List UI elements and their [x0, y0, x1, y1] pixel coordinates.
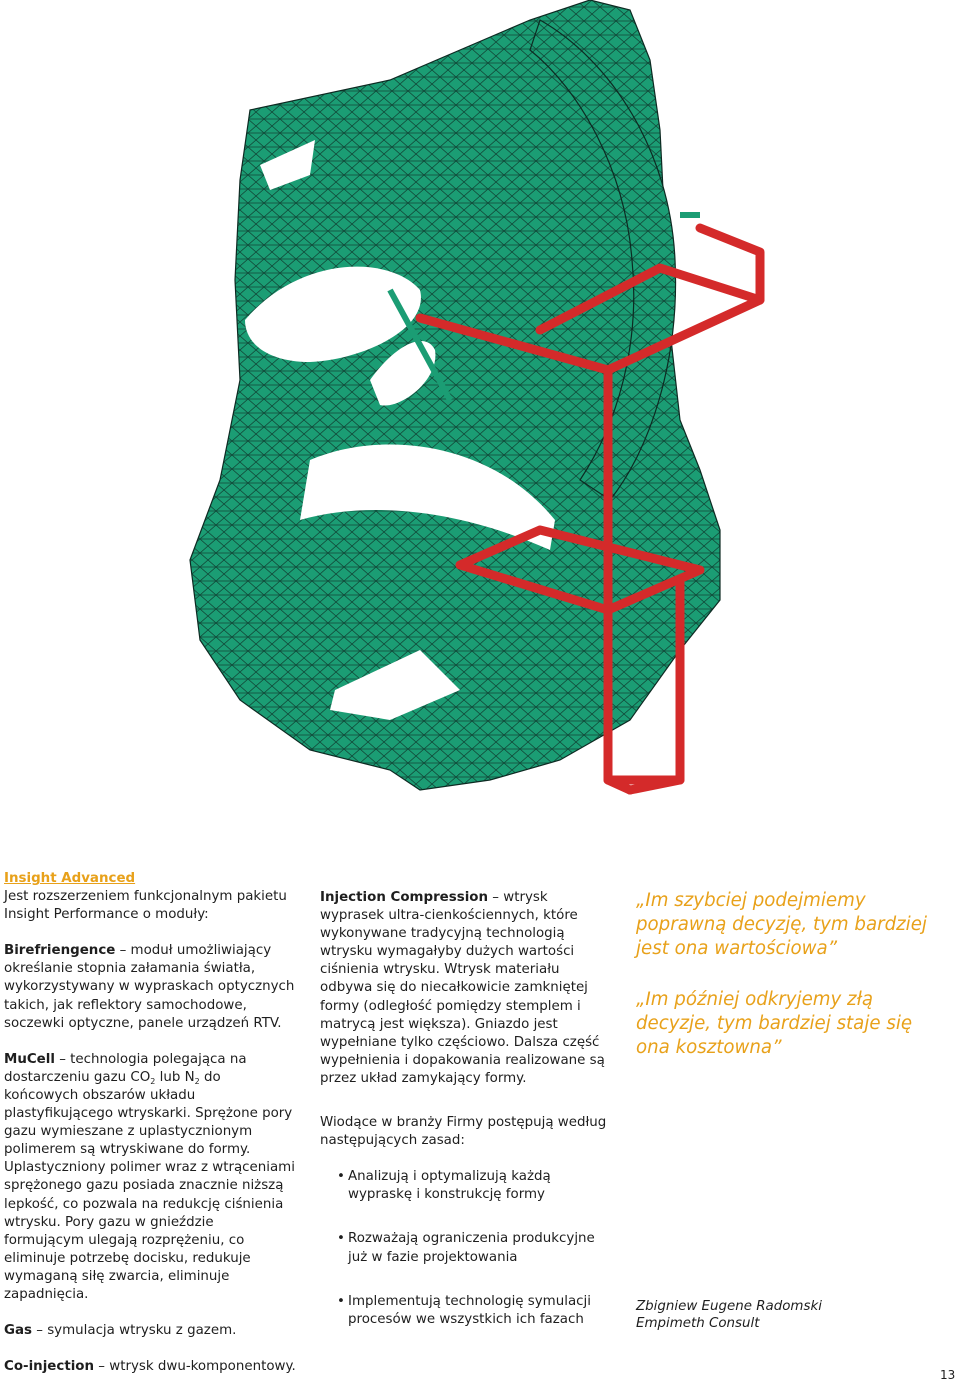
intro-paragraph: Jest rozszerzeniem funkcjonalnym pakietu Insight Performance o moduły:	[4, 889, 287, 923]
list-item: • Analizują i optymalizują każdą wypraskę i konstrukcję formy	[337, 1169, 551, 1203]
column-middle	[320, 889, 610, 1355]
section-title: Insight Advanced	[4, 871, 136, 886]
coinjection-paragraph	[4, 1358, 296, 1376]
page-number: 13	[940, 1368, 956, 1382]
quote-2: „Im później odkryjemy złą decyzje, tym bardziej staje się ona kosztowna”	[636, 988, 913, 1059]
bullet-icon: •	[337, 1231, 345, 1247]
coinjection-text: – wtrysk dwu-komponentowy.	[94, 1359, 296, 1375]
mucell-text-3: do końcowych obszarów układu plastyfikującego wtryskarki. Sprężone pory gazu wymieszane z uplastycznionym polimerem są wtryskiwane do formy. Uplastyczniony polimer wraz z wtrąceniami sprężonego gazu posiada znacznie niższą lepkość, co pozwala na redukcję ciśnienia wtrysku. Pory gazu w gnieździe formującym ulegają rozprężeniu, co eliminuje potrzebę docisku, redukuje wymaganą siłę zwarcia, eliminuje zapadnięcia.	[4, 1069, 295, 1302]
bullet-icon: •	[337, 1293, 345, 1309]
quote-1: „Im szybciej podejmiemy poprawną decyzję, tym bardziej jest ona wartościowa”	[636, 890, 927, 960]
list-item: • Implementują technologię symulacji procesów we wszystkich ich fazach	[337, 1293, 591, 1327]
injection-compression-paragraph	[320, 889, 610, 1088]
mucell-paragraph	[4, 1051, 296, 1304]
mucell-term: MuCell	[4, 1051, 55, 1067]
gas-text: – symulacja wtrysku z gazem.	[32, 1323, 237, 1339]
birefringence-term: Birefriengence	[4, 943, 116, 959]
gas-term: Gas	[4, 1323, 32, 1339]
principles-list	[320, 1168, 610, 1329]
list-item: • Rozważają ograniczenia produkcyjne już w fazie projektowania	[337, 1231, 595, 1265]
injection-compression-term: Injection Compression	[320, 890, 489, 905]
birefringence-paragraph	[4, 942, 296, 1032]
birefringence-text: – moduł umożliwiający określanie stopnia załamania światła, wykorzystywany w wypraskach optycznych takich, jak reflektory samochodowe, soczewki optyczne, panele urządzeń RTV.	[4, 943, 295, 1031]
column-right	[636, 889, 936, 1060]
column-left	[4, 870, 296, 1376]
mucell-sub-1: 2	[150, 1076, 156, 1086]
mucell-text-2: lub N	[155, 1069, 195, 1085]
author-name: Zbigniew Eugene Radomski	[636, 1299, 822, 1314]
injection-compression-text: – wtrysk wyprasek ultra-cienkościennych, które wykonywane tradycyjną technologią wtrysku wymagałyby dużych wartości ciśnienia wtrysku. Wtrysk materiału odbywa się do niecałkowicie zamkniętej formy (odległość pomiędzy stemplem i matrycą jest większa). Gniazdo jest wypełniane tylko częściowo. Dalsza część wypełnienia i dopakowania realizowane są przez układ zamykający formy.	[320, 890, 605, 1086]
mucell-text-1: – technologia polegająca na dostarczeniu gazu CO	[4, 1051, 247, 1085]
lead-paragraph: Wiodące w branży Firmy postępują według następujących zasad:	[320, 1115, 607, 1149]
gas-paragraph	[4, 1322, 296, 1340]
coinjection-term: Co-injection	[4, 1359, 95, 1375]
bullet-icon: •	[337, 1169, 345, 1185]
author-company: Empimeth Consult	[636, 1316, 760, 1331]
signature-block	[636, 1298, 822, 1332]
mucell-sub-2: 2	[194, 1076, 200, 1086]
mesh-illustration	[160, 0, 960, 860]
